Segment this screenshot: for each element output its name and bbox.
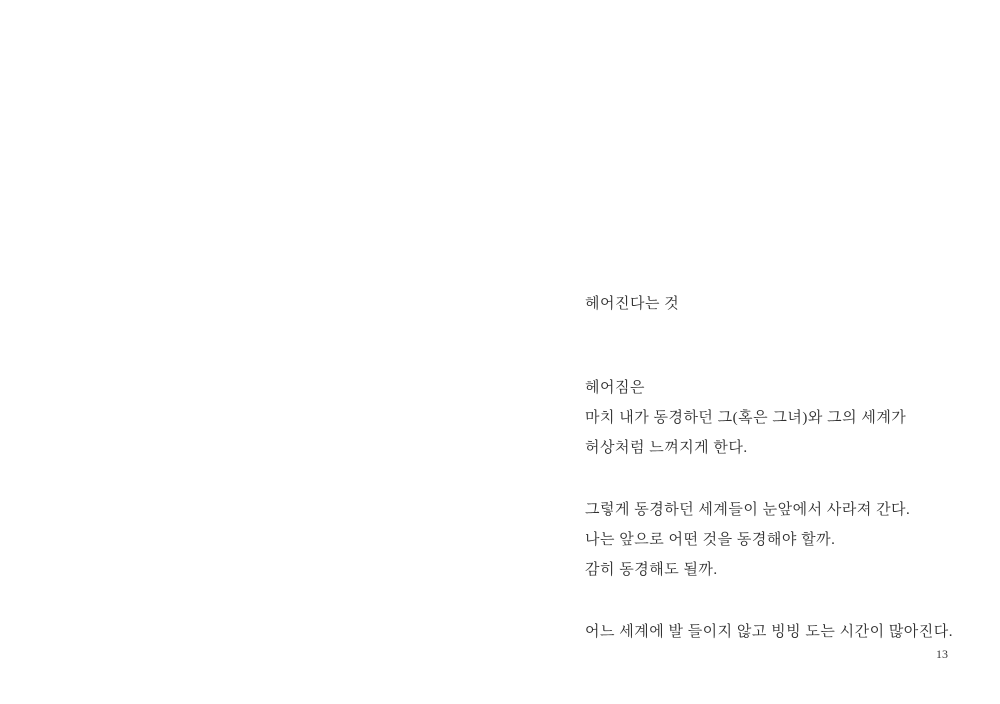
- page-number: 13: [936, 647, 948, 661]
- poem-line: 나는 앞으로 어떤 것을 동경해야 할까.: [585, 532, 836, 548]
- poem-line: 어느 세계에 발 들이지 않고 빙빙 도는 시간이 많아진다.: [585, 624, 954, 640]
- poem-line: 감히 동경해도 될까.: [585, 562, 718, 578]
- poem-title: 헤어진다는 것: [585, 296, 680, 312]
- stanza-2: [585, 495, 955, 585]
- poem-line: 헤어짐은: [585, 380, 645, 396]
- poem-body: [585, 373, 955, 647]
- poem-line: 마치 내가 동경하던 그(혹은 그녀)와 그의 세계가: [585, 410, 907, 426]
- poem-line: 허상처럼 느껴지게 한다.: [585, 440, 748, 456]
- stanza-3: [585, 617, 955, 647]
- poem-line: 그렇게 동경하던 세계들이 눈앞에서 사라져 간다.: [585, 502, 911, 518]
- stanza-1: [585, 373, 955, 463]
